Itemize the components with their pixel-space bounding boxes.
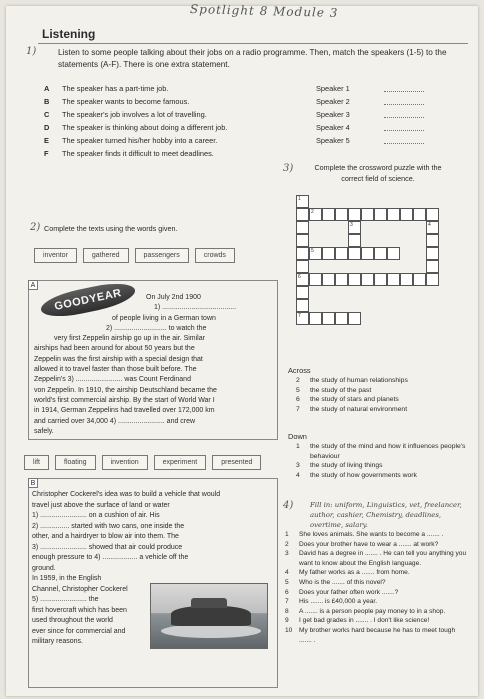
crossword-cell[interactable]: 1 [296, 195, 309, 208]
word-chip: gathered [83, 248, 129, 263]
sentence-text: A ....... is a person people pay money to in a shop. [299, 607, 446, 615]
clue-row [296, 386, 466, 396]
statement-row [44, 95, 454, 108]
text-a-line: very first Zeppelin airship go up in the air. Similar [54, 335, 205, 343]
clue-number: 1 [296, 443, 300, 450]
sentence-row [285, 549, 467, 568]
sentence-number: 6 [285, 588, 289, 596]
crossword-cell[interactable] [348, 208, 361, 221]
crossword-cell[interactable] [374, 208, 387, 221]
text-a-line: 1) ...................................... [154, 304, 237, 312]
clue-text: the study of stars and planets [310, 396, 399, 404]
sentence-row [285, 530, 467, 540]
crossword-cell[interactable] [413, 273, 426, 286]
crossword-cell[interactable]: 4 [426, 221, 439, 234]
crossword-cell[interactable] [361, 208, 374, 221]
word-chip: invention [102, 455, 148, 470]
crossword-cell[interactable]: 5 [309, 247, 322, 260]
across-heading: Across [288, 366, 311, 375]
clue-number: 3 [296, 462, 300, 470]
text-b-line: ever since for commercial and [32, 627, 126, 635]
text-b-line: 5) ........................ the [32, 596, 99, 603]
clue-number: 2 [296, 377, 300, 384]
crossword-cell[interactable] [322, 312, 335, 325]
statement-letter: A [44, 84, 50, 93]
sentence-number: 8 [285, 607, 289, 615]
clue-row [296, 405, 466, 415]
task3-number: 3) [283, 163, 294, 174]
statement-row [44, 108, 454, 121]
sentence-row [285, 588, 467, 598]
speaker-label: Speaker 1 [316, 84, 350, 93]
sentence-number: 7 [285, 598, 289, 606]
crossword-cell[interactable] [348, 247, 361, 260]
clue-row [296, 471, 466, 481]
word-chip: experiment [154, 455, 207, 470]
goodyear-blimp-logo: GOODYEAR [39, 278, 138, 321]
text-a-line: Zeppelin was the first airship with a special design that [34, 355, 203, 363]
word-chip: crowds [195, 248, 235, 263]
crossword-cell[interactable] [348, 273, 361, 286]
statement-row [44, 121, 454, 134]
sentence-text: I get bad grades in ....... . I don't like science! [299, 617, 430, 625]
sentence-number: 2 [285, 540, 289, 548]
text-a-line: airships had been around for about 50 years but the [34, 345, 195, 353]
crossword-cell[interactable] [400, 273, 413, 286]
answer-blank[interactable] [384, 137, 424, 144]
text-b-line: In 1959, in the English [32, 575, 102, 582]
crossword-cell[interactable] [335, 312, 348, 325]
sentence-row [285, 568, 467, 578]
crossword-cell[interactable]: 2 [309, 208, 322, 221]
sentence-row [285, 540, 467, 550]
statements-list [44, 82, 454, 160]
word-chip: inventor [34, 248, 77, 263]
speaker-label: Speaker 2 [316, 97, 350, 106]
crossword-cell[interactable] [426, 247, 439, 260]
text-b-line: Christopher Cockerel's idea was to build a vehicle that would [32, 491, 221, 498]
clue-row [296, 376, 466, 386]
statement-text: The speaker turned his/her hobby into a career. [62, 136, 218, 145]
crossword-cell[interactable] [335, 273, 348, 286]
crossword-cell[interactable] [348, 234, 361, 247]
clue-text: the study of natural environment [310, 405, 408, 413]
clue-number: 6 [296, 396, 300, 404]
crossword-cell[interactable] [387, 208, 400, 221]
crossword-cell[interactable] [335, 247, 348, 260]
text-b-line: 1) ........................ on a cushion of air. His [32, 512, 160, 519]
sentence-text: David has a degree in ....... . He can tell you anything you want to know about the English language. [299, 550, 467, 567]
crossword-cell[interactable] [296, 286, 309, 299]
title-divider [38, 43, 468, 44]
down-clues [296, 442, 466, 480]
text-b-line: first hovercraft which has been [32, 606, 127, 614]
text-a-line: allowed it to travel faster than those built before. The [34, 366, 197, 374]
hovercraft-spray [161, 624, 261, 638]
crossword-cell[interactable] [296, 208, 309, 221]
sentence-row [285, 626, 467, 645]
text-b-line: ground. [32, 564, 56, 572]
statement-text: The speaker's job involves a lot of travelling. [62, 110, 207, 119]
clue-text: the study of living things [310, 462, 383, 470]
crossword-cell[interactable] [374, 247, 387, 260]
crossword-cell[interactable] [296, 299, 309, 312]
text-a-body [34, 293, 274, 437]
sentence-number: 4 [285, 569, 289, 577]
task3-instruction: Complete the crossword puzzle with the correct field of science. [314, 163, 442, 183]
word-bank-b [24, 455, 261, 470]
clue-text: the study of the mind and how it influences people's behaviour [310, 443, 466, 460]
crossword-cell[interactable] [400, 208, 413, 221]
crossword-cell[interactable] [296, 247, 309, 260]
statement-text: The speaker wants to become famous. [62, 97, 190, 106]
crossword-cell[interactable] [426, 273, 439, 286]
sentence-number: 5 [285, 578, 289, 586]
crossword-cell[interactable] [387, 273, 400, 286]
text-a-line: in 1914, German Zeppelins had travelled over 172,000 km [34, 407, 215, 415]
statement-text: The speaker finds it difficult to meet deadlines. [62, 149, 214, 158]
sentence-text: Does your brother have to wear a ....... at work? [299, 540, 439, 548]
word-chip: lift [24, 455, 49, 470]
word-chip: presented [212, 455, 261, 470]
crossword-cell[interactable] [322, 208, 335, 221]
text-a-line: 2) ........................... to watch the [106, 324, 207, 332]
statement-row [44, 147, 454, 160]
task1-number: 1) [26, 46, 37, 57]
task2-number: 2) [30, 222, 41, 233]
crossword-cell[interactable] [322, 247, 335, 260]
crossword-cell[interactable]: 7 [296, 312, 309, 325]
task4-number: 4) [283, 500, 294, 511]
answer-blank[interactable] [384, 111, 424, 118]
hovercraft-photo [150, 583, 268, 649]
clue-text: the study of the past [310, 386, 372, 394]
speaker-label: Speaker 5 [316, 136, 350, 145]
word-chip: passengers [135, 248, 189, 263]
task1-instruction: Listen to some people talking about their jobs on a radio programme. Then, match the speakers (1-5) to the statements (A-F). There is one extra statement. [58, 48, 447, 69]
sentence-row [285, 616, 467, 626]
sentence-row [285, 607, 467, 617]
sentence-text: His ....... is £40,000 a year. [299, 598, 378, 606]
sentence-number: 1 [285, 531, 289, 538]
sentence-number: 3 [285, 550, 289, 558]
statement-row [44, 82, 454, 95]
statement-letter: D [44, 123, 50, 132]
text-b-line: Channel, Christopher Cockerel [32, 585, 128, 593]
crossword-cell[interactable] [426, 260, 439, 273]
clue-number: 7 [296, 405, 300, 413]
across-clues [296, 376, 466, 414]
clue-row [296, 442, 466, 461]
clue-number: 5 [296, 386, 300, 394]
crossword-cell[interactable] [374, 273, 387, 286]
crossword-cell[interactable] [426, 208, 439, 221]
crossword-cell[interactable] [426, 234, 439, 247]
sentence-text: She loves animals. She wants to become a ....... . [299, 531, 444, 538]
text-b-line: military reasons. [32, 638, 83, 645]
text-b-line: travel just above the surface of land or water [32, 501, 170, 509]
text-b-label: B [28, 478, 38, 488]
statement-text: The speaker has a part-time job. [62, 84, 169, 93]
sentence-number: 10 [285, 626, 293, 634]
clue-text: the study of how governments work [310, 471, 417, 479]
word-bank-a [34, 248, 235, 263]
text-b-line: enough pressure to 4) .................. a vehicle off the [32, 554, 189, 561]
crossword-cell[interactable]: 3 [348, 221, 361, 234]
text-a-dateline: On July 2nd 1900 [146, 294, 201, 301]
answer-blank[interactable] [384, 124, 424, 131]
crossword-cell[interactable] [296, 234, 309, 247]
crossword-cell[interactable] [335, 208, 348, 221]
crossword-cell[interactable] [322, 273, 335, 286]
crossword-cell[interactable] [296, 221, 309, 234]
clue-row [296, 461, 466, 471]
text-a-line: von Zeppelin. In 1910, the airship Deutschland became the [34, 386, 217, 394]
statement-row [44, 134, 454, 147]
speaker-label: Speaker 4 [316, 123, 350, 132]
clue-text: the study of human relationships [310, 377, 408, 384]
sentence-number: 9 [285, 617, 289, 625]
statement-letter: C [44, 110, 50, 119]
section-title: Listening [42, 27, 96, 41]
crossword-cell[interactable] [361, 273, 374, 286]
answer-blank[interactable] [384, 85, 424, 92]
word-chip: floating [55, 455, 96, 470]
text-a-label: A [28, 280, 38, 290]
text-b-line: other, and a hairdryer to blow air into them. The [32, 533, 179, 540]
text-b-line: 3) ........................ showed that air could produce [32, 543, 183, 551]
task2-instruction: Complete the texts using the words given. [44, 224, 178, 233]
hovercraft-cabin [191, 598, 227, 608]
hovercraft-body [171, 606, 251, 626]
text-a-line: safely. [34, 427, 54, 435]
sentence-row [285, 578, 467, 588]
crossword-cell[interactable] [309, 273, 322, 286]
text-a-line: Zeppelin's 3) ........................ was Count Ferdinand [34, 376, 191, 384]
crossword-cell[interactable]: 6 [296, 273, 309, 286]
crossword-cell[interactable] [387, 247, 400, 260]
statement-letter: E [44, 136, 49, 145]
crossword-cell[interactable] [413, 208, 426, 221]
speaker-label: Speaker 3 [316, 110, 350, 119]
text-b-line: 2) ............... started with two cans, one inside the [32, 522, 185, 530]
answer-blank[interactable] [384, 98, 424, 105]
down-heading: Down [288, 432, 307, 441]
task4-instruction: Fill in: uniform, Linguistics, vet, freelancer, author, cashier, Chemistry, deadlines, overtime, salary. [310, 501, 462, 529]
clue-row [296, 395, 466, 405]
task4-sentences [285, 530, 467, 645]
crossword-cell[interactable] [361, 247, 374, 260]
crossword-cell[interactable] [348, 312, 361, 325]
text-a-line: world's first commercial airship. By the start of World War I [34, 396, 215, 404]
crossword-cell[interactable] [296, 260, 309, 273]
crossword-grid [296, 195, 456, 360]
statement-text: The speaker is thinking about doing a different job. [62, 123, 228, 132]
sentence-text: My father works as a ....... from home. [299, 569, 410, 577]
sentence-text: Does your father often work .......? [299, 588, 399, 596]
statement-letter: B [44, 97, 50, 106]
statement-letter: F [44, 149, 49, 158]
sentence-text: My brother works hard because he has to meet tough ....... . [299, 626, 456, 644]
text-a-line: and carried over 34,000 4) ........................ and crew [34, 417, 196, 425]
text-b-line: used throughout the world [32, 617, 113, 624]
sentence-text: Who is the ....... of this novel? [299, 578, 386, 586]
sentence-row [285, 597, 467, 607]
handwritten-header: Spotlight 8 Module 3 [189, 2, 339, 20]
clue-number: 4 [296, 471, 300, 479]
text-a-line: of people living in a German town [112, 314, 216, 322]
crossword-cell[interactable] [309, 312, 322, 325]
